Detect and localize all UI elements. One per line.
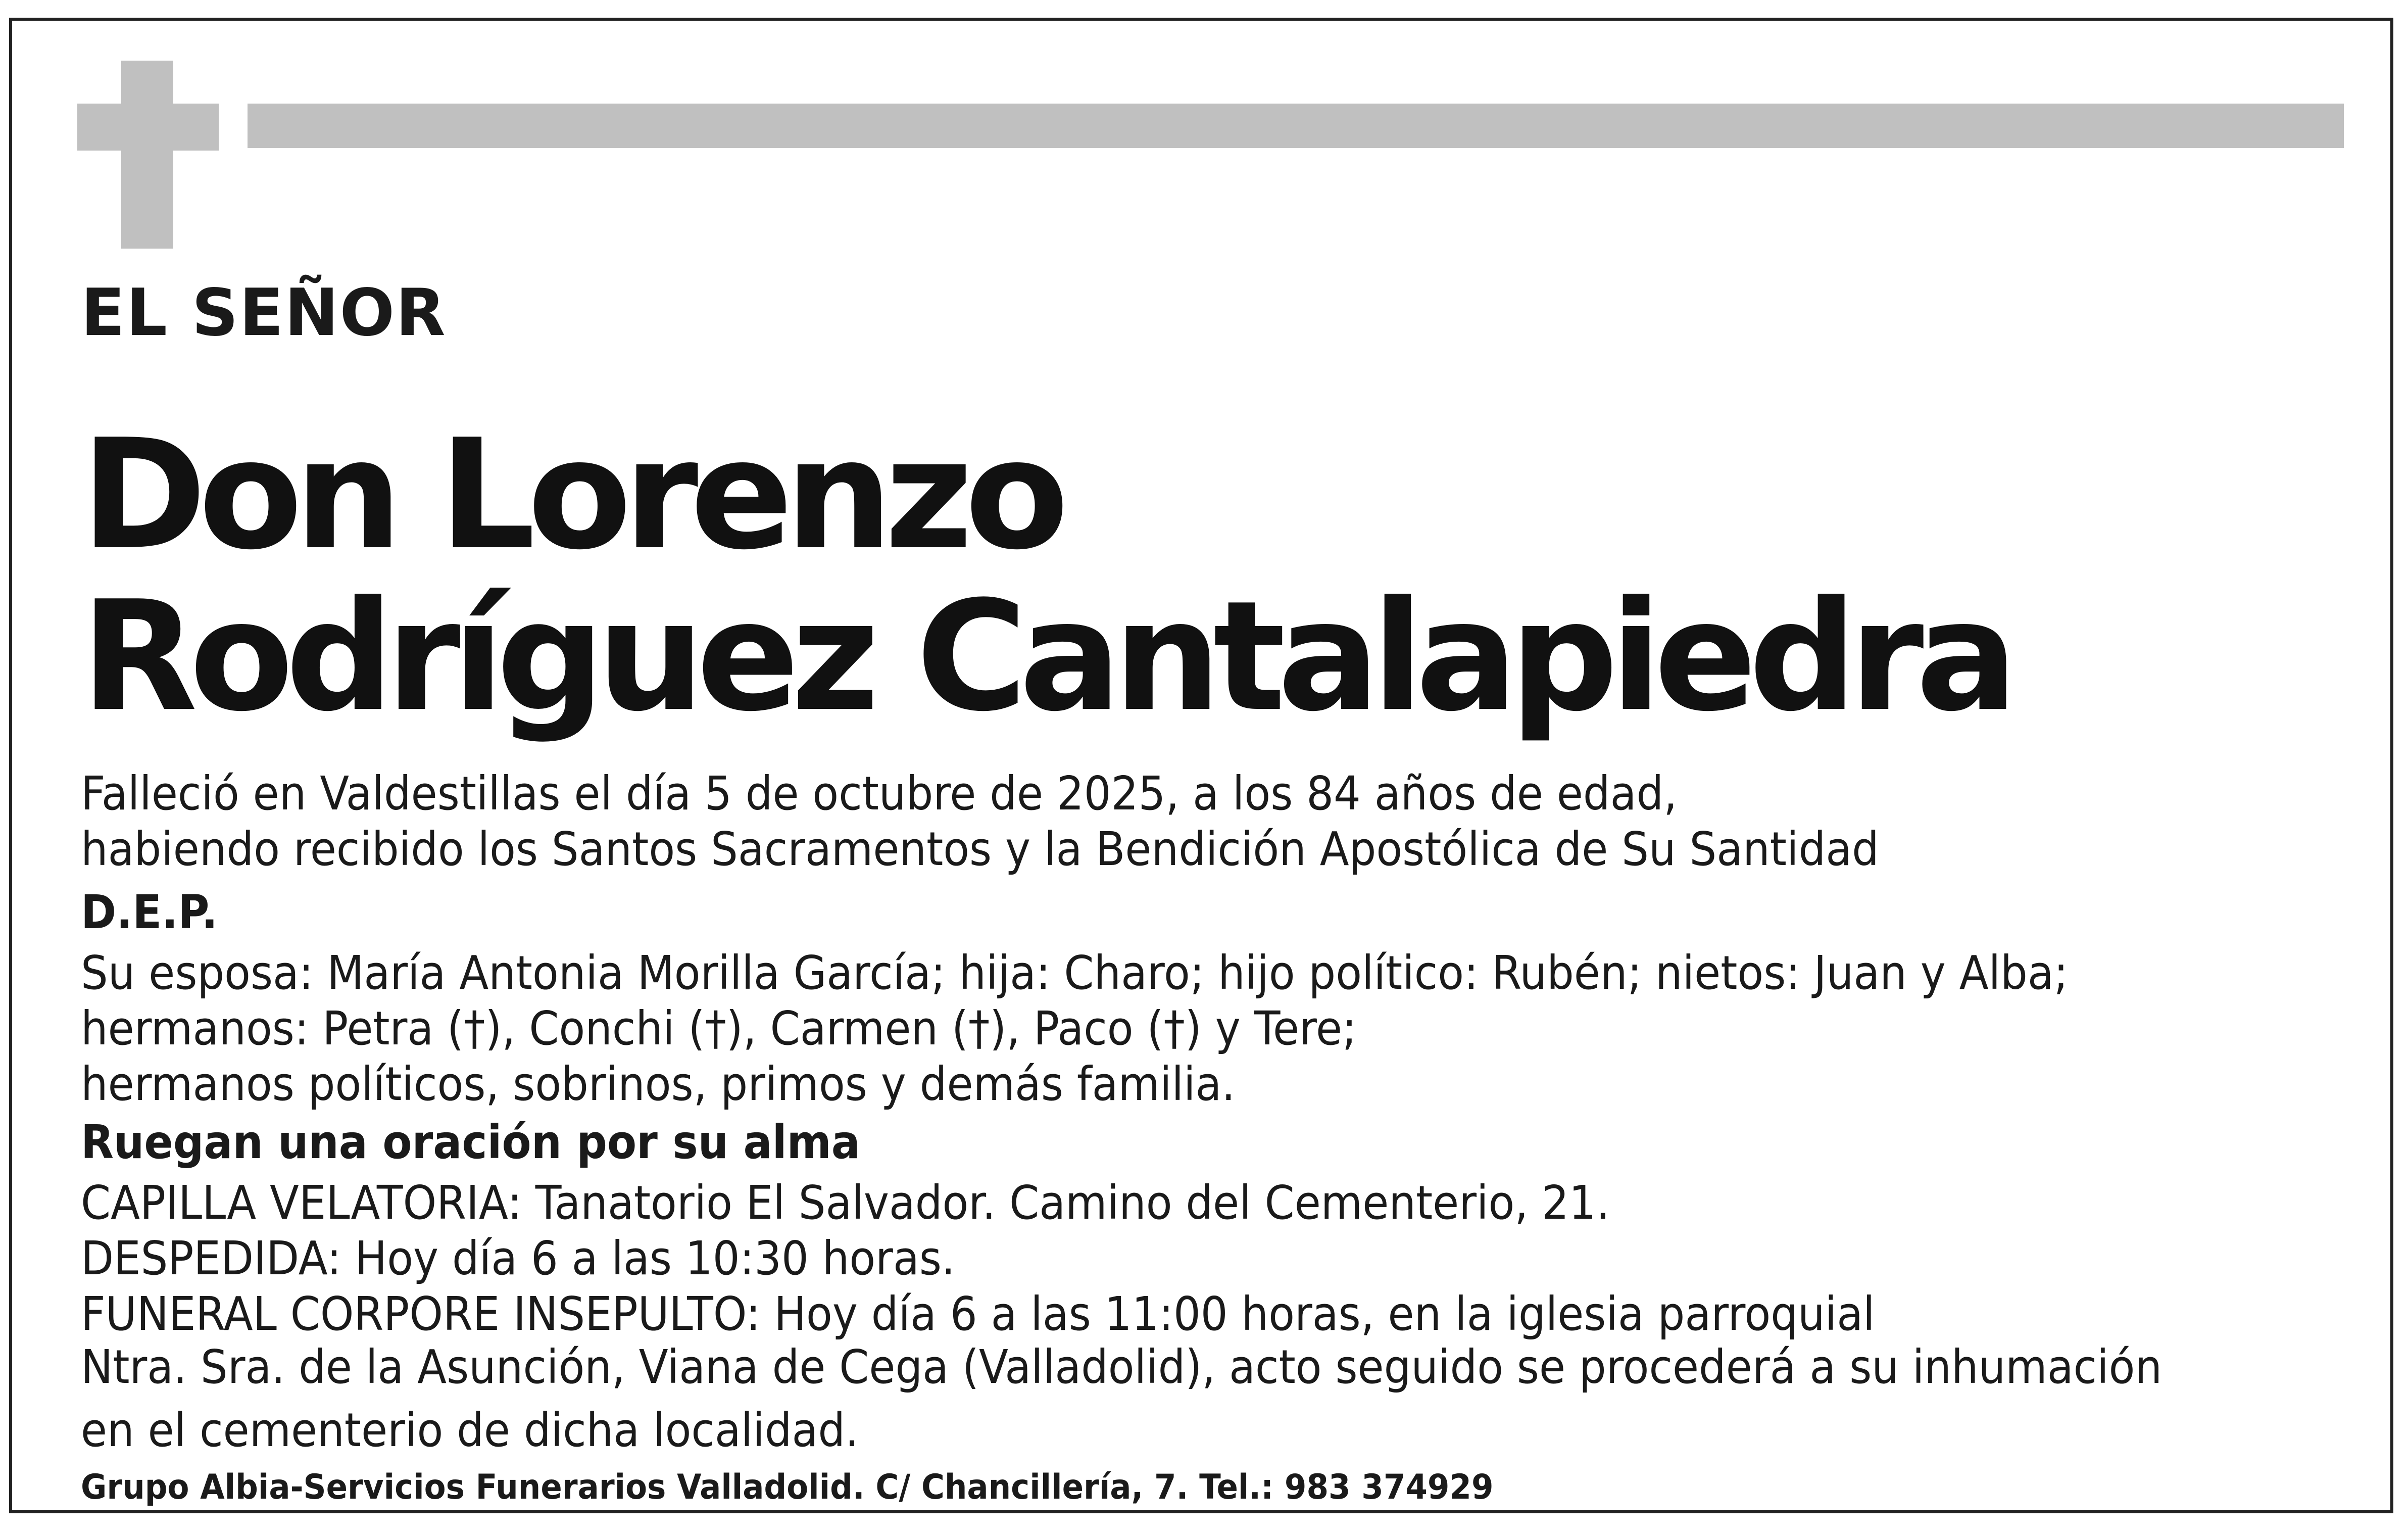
deceased-name-line1: Don Lorenzo	[81, 407, 1061, 583]
funeral-line-1: FUNERAL CORPORE INSEPULTO: Hoy día 6 a las 11:00 horas, en la iglesia parroquial	[81, 1287, 1875, 1341]
funeral-line-2: Ntra. Sra. de la Asunción, Viana de Cega (Valladolid), acto seguido se procederá a su inhumación	[81, 1340, 2163, 1394]
cross-horizontal-bar	[77, 104, 219, 151]
deceased-name-line2: Rodríguez Cantalapiedra	[81, 568, 2010, 745]
family-line-3: hermanos políticos, sobrinos, primos y demás familia.	[81, 1057, 1236, 1111]
funeral-line-3: en el cementerio de dicha localidad.	[81, 1403, 859, 1457]
family-line-1: Su esposa: María Antonia Morilla García; hija: Charo; hijo político: Rubén; nietos: Juan y Alba;	[81, 946, 2069, 1000]
death-line-1: Falleció en Valdestillas el día 5 de octubre de 2025, a los 84 años de edad,	[81, 766, 1678, 821]
farewell-info: DESPEDIDA: Hoy día 6 a las 10:30 horas.	[81, 1231, 955, 1285]
header-rule	[248, 104, 2344, 148]
prayer-request: Ruegan una oración por su alma	[81, 1115, 860, 1169]
honorific: EL SEÑOR	[81, 275, 447, 351]
rip-label: D.E.P.	[81, 885, 218, 939]
death-line-2: habiendo recibido los Santos Sacramentos y la Bendición Apostólica de Su Santidad	[81, 822, 1879, 876]
cross-vertical-bar	[121, 61, 173, 249]
family-line-2: hermanos: Petra (†), Conchi (†), Carmen (†), Paco (†) y Tere;	[81, 1001, 1357, 1056]
funeral-home-footer: Grupo Albia-Servicios Funerarios Valladolid. C/ Chancillería, 7. Tel.: 983 374929	[81, 1467, 1494, 1507]
chapel-info: CAPILLA VELATORIA: Tanatorio El Salvador. Camino del Cementerio, 21.	[81, 1176, 1610, 1230]
